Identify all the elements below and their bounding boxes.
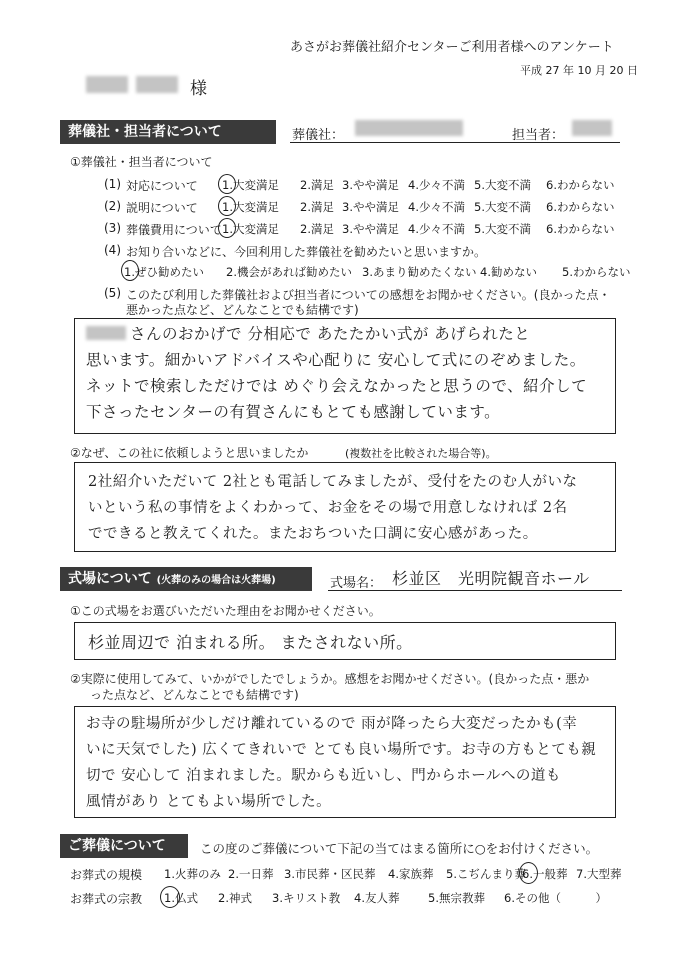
venue-q2-answer-line-2: いに天気でした) 広くてきれいで とても良い場所です。お寺の方もとても親 [86,742,597,758]
selected-circle-mark [218,174,236,194]
rating-option[interactable]: 6.わからない [546,222,615,236]
religion-option[interactable]: 6.その他（ ） [504,891,607,905]
selected-circle-mark [218,218,236,238]
religion-option[interactable]: 1.仏式 [164,891,198,905]
q5-answer-line-3: ネットで検索しただけでは めぐり会えなかったと思うので、紹介して [86,377,588,395]
company-underline [290,142,620,143]
survey-date: 平成 27 年 10 月 20 日 [520,64,638,77]
venue-underline [328,590,622,591]
q2-note: (複数社を比較された場合等)。 [345,447,497,460]
venue-q2-answer-line-4: 風情があり とてもよい場所でした。 [86,794,332,810]
religion-option[interactable]: 2.神式 [218,891,252,905]
q1-title: ①葬儀社・担当者について [70,155,213,169]
redacted-staff-in-answer [86,326,126,340]
selected-circle-mark [218,196,236,216]
religion-option[interactable]: 3.キリスト教 [272,891,341,905]
religion-option[interactable]: 5.無宗教葬 [428,891,485,905]
selected-circle-mark [519,862,538,884]
venue-q2-line2: った点など、どんなことでも結構です) [90,688,299,702]
rating-row-num: (1) [104,177,121,191]
rating-option[interactable]: 4.少々不満 [408,178,465,192]
funeral-instruction: この度のご葬儀について下記の当てはまる箇所に○をお付けください。 [200,841,599,856]
rating-option[interactable]: 4.少々不満 [408,200,465,214]
rating-row-num: (3) [104,221,121,235]
rating-option[interactable]: 5.大変不満 [474,178,531,192]
scale-option[interactable]: 6.一般葬 [522,867,568,881]
q2-answer-line-3: でできると教えてくれた。またおちついた口調に安心感があった。 [88,526,538,542]
rating-option[interactable]: 4.少々不満 [408,222,465,236]
selected-circle-mark [121,260,139,281]
q5-answer-line-1: さんのおかげで 分相応で あたたかい式が あげられたと [130,325,531,343]
rating-row-label: 対応について [126,179,198,193]
venue-q2-answer-line-1: お寺の駐場所が少しだけ離れているので 雨が降ったら大変だったかも(幸 [86,716,578,732]
company-label: 葬儀社： [292,128,345,143]
rating-option[interactable]: 1.大変満足 [222,200,279,214]
q5-num: (5) [104,286,121,300]
rating-option[interactable]: 3.やや満足 [342,178,399,192]
rating-option[interactable]: 2.満足 [300,178,334,192]
rating-option[interactable]: 5.大変不満 [474,200,531,214]
q2-title: ②なぜ、この社に依頼しようと思いましたか [70,446,309,460]
staff-label: 担当者： [512,128,565,143]
section-funeral-company-heading: 葬儀社・担当者について [60,120,276,144]
venue-q2-line1: ②実際に使用してみて、いかがでしたでしょうか。感想をお聞かせください。(良かった点・悪か [70,672,590,686]
venue-heading-note: (火葬のみの場合は火葬場) [156,575,276,586]
scale-option[interactable]: 7.大型葬 [576,867,622,881]
recommend-option[interactable]: 5.わからない [562,265,631,279]
survey-title: あさがお葬儀社紹介センターご利用者様へのアンケート [290,40,614,55]
rating-row-label: 葬儀費用について [126,223,222,237]
rating-option[interactable]: 2.満足 [300,200,334,214]
rating-option[interactable]: 2.満足 [300,222,334,236]
rating-option[interactable]: 1.大変満足 [222,178,279,192]
recommend-option[interactable]: 3.あまり勧めたくない [362,265,477,279]
selected-circle-mark [160,886,180,908]
section-funeral-heading: ご葬儀について [60,834,188,858]
section-venue-heading [60,567,312,591]
venue-heading-text: 式場について [68,571,152,587]
venue-q1-answer: 杉並周辺で 泊まれる所。 またされない所。 [88,633,413,652]
scale-option[interactable]: 2.一日葬 [228,867,274,881]
redacted-staff [572,120,612,136]
rating-option[interactable]: 3.やや満足 [342,200,399,214]
rating-option[interactable]: 5.大変不満 [474,222,531,236]
recommend-option[interactable]: 4.勧めない [480,265,537,279]
rating-option[interactable]: 1.大変満足 [222,222,279,236]
rating-row-label: 説明について [126,201,198,215]
religion-label: お葬式の宗教 [70,892,143,906]
scale-option[interactable]: 5.こぢんまり葬 [446,867,526,881]
rating-option[interactable]: 6.わからない [546,200,615,214]
q2-answer-line-1: 2社紹介いただいて 2社とも電話してみましたが、受付をたのむ人がいな [88,474,578,490]
recommend-option[interactable]: 1.ぜひ勧めたい [124,265,204,279]
recommend-option[interactable]: 2.機会があれば勧めたい [226,265,352,279]
religion-option[interactable]: 4.友人葬 [354,891,400,905]
scale-option[interactable]: 4.家族葬 [388,867,434,881]
venue-value: 杉並区 光明院観音ホール [392,569,590,588]
venue-label: 式場名： [330,576,383,591]
redacted-company [355,120,463,136]
q2-answer-line-2: いという私の事情をよくわかって、お金をその場で用意しなければ 2名 [88,500,568,516]
venue-q2-answer-line-3: 切で 安心して 泊まれました。駅からも近いし、門からホールへの道も [86,768,561,784]
q4-num: (4) [104,243,121,257]
honorific: 様 [190,79,207,99]
redacted-name-1 [86,76,128,93]
venue-q1-title: ①この式場をお選びいただいた理由をお聞かせください。 [70,604,381,618]
q5-line1: このたび利用した葬儀社および担当者についての感想をお聞かせください。(良かった点・ [126,288,611,302]
q5-answer-line-4: 下さったセンターの有賀さんにもとても感謝しています。 [86,403,501,421]
q4-text: お知り合いなどに、今回利用した葬儀社を勧めたいと思いますか。 [126,245,487,259]
rating-row-num: (2) [104,199,121,213]
scale-option[interactable]: 1.火葬のみ [164,867,221,881]
redacted-name-2 [136,76,178,93]
rating-option[interactable]: 6.わからない [546,178,615,192]
q5-line2: 悪かった点など、どんなことでも結構です) [126,303,359,317]
q5-answer-line-2: 思います。細かいアドバイスや心配りに 安心して式にのぞめました。 [86,351,586,369]
scale-label: お葬式の規模 [70,868,143,882]
rating-option[interactable]: 3.やや満足 [342,222,399,236]
scale-option[interactable]: 3.市民葬・区民葬 [284,867,376,881]
